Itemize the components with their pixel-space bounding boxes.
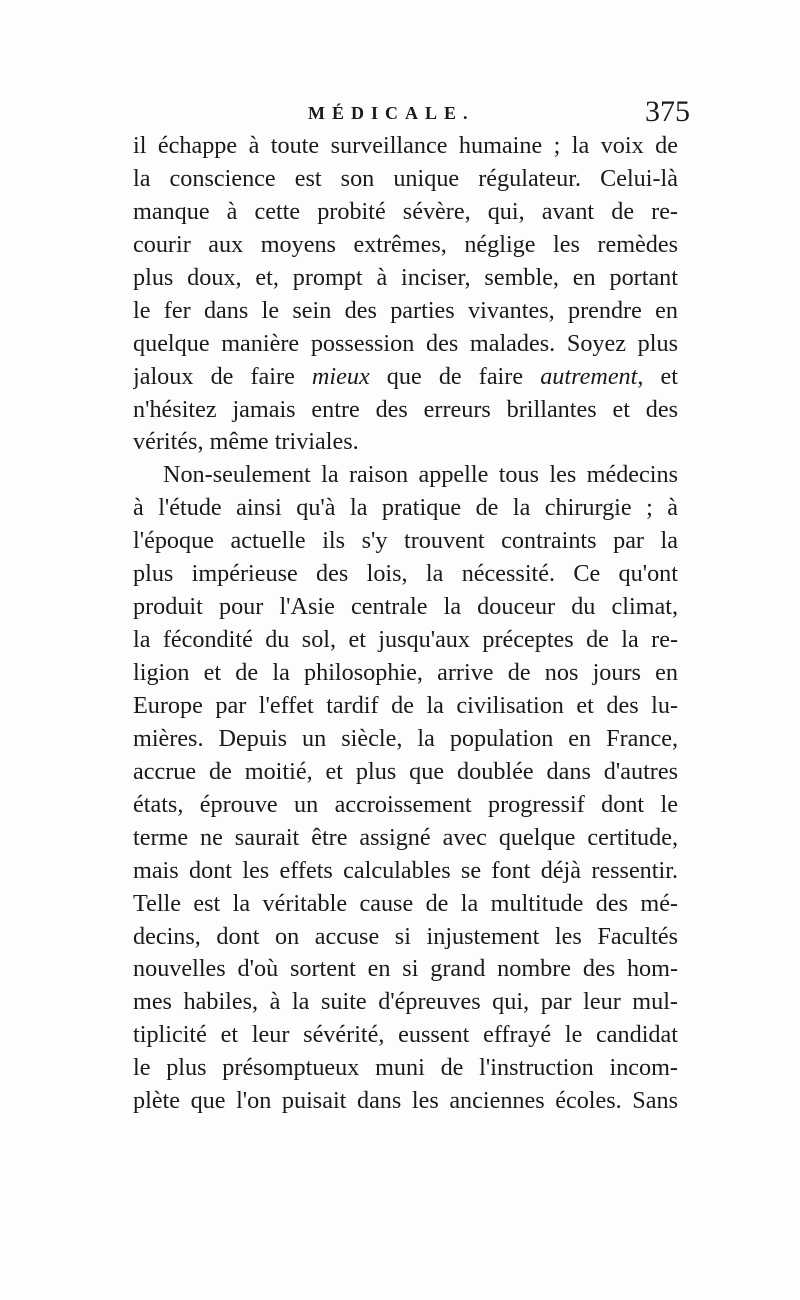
text-line: courir aux moyens extrêmes, néglige les remèdes (133, 230, 678, 258)
text-line: le plus présomptueux muni de l'instruction incom- (133, 1054, 678, 1082)
italic-word-mieux: mieux (311, 362, 370, 390)
text-line: ligion et de la philosophie, arrive de nos jours en (133, 659, 678, 686)
text-line: Europe par l'effet tardif de la civilisation et des lu- (133, 691, 678, 719)
text-line: vérités, même triviales. (133, 428, 359, 456)
text-line: accrue de moitié, et plus que doublée dans d'autres (133, 757, 678, 785)
text-line: n'hésitez jamais entre des erreurs brillantes et des (133, 395, 678, 423)
text-line: terme ne saurait être assigné avec quelque certitude, (133, 823, 678, 851)
text-segment: que de faire (369, 362, 541, 390)
text-line: la conscience est son unique régulateur. Celui-là (133, 164, 678, 192)
text-line: il échappe à toute surveillance humaine ; la voix de (133, 132, 678, 159)
text-line: la fécondité du sol, et jusqu'aux préceptes de la re- (133, 626, 678, 654)
text-line: produit pour l'Asie centrale la douceur du climat, (133, 593, 678, 621)
text-line: manque à cette probité sévère, qui, avant de re- (133, 197, 678, 225)
text-line: plète que l'on puisait dans les anciennes écoles. Sans (133, 1087, 678, 1115)
text-line: plus doux, et, prompt à inciser, semble, en portant (133, 263, 678, 291)
text-line: tiplicité et leur sévérité, eussent effrayé le candidat (133, 1021, 678, 1049)
text-line: l'époque actuelle ils s'y trouvent contraints par la (133, 527, 678, 555)
text-segment: jaloux de faire (133, 362, 312, 390)
text-line: decins, dont on accuse si injustement les Facultés (133, 922, 678, 950)
running-title: MÉDICALE. (308, 103, 475, 123)
text-line: le fer dans le sein des parties vivantes, prendre en (133, 296, 678, 324)
text-line: Telle est la véritable cause de la multitude des mé- (133, 889, 678, 917)
text-line: mais dont les effets calculables se font déjà ressentir. (133, 856, 678, 884)
body-text (133, 130, 678, 1118)
text-line: à l'étude ainsi qu'à la pratique de la chirurgie ; à (133, 494, 678, 522)
text-line: nouvelles d'où sortent en si grand nombre des hom- (133, 955, 678, 983)
paragraph-start-line: Non-seulement la raison appelle tous les médecins (163, 461, 678, 489)
text-line: mières. Depuis un siècle, la population en France, (133, 724, 678, 752)
text-line: états, éprouve un accroissement progressif dont le (133, 790, 678, 818)
text-line: mes habiles, à la suite d'épreuves qui, par leur mul- (133, 988, 678, 1016)
running-head (130, 95, 690, 135)
page-number: 375 (645, 95, 690, 128)
italic-word-autrement: autrement (540, 362, 638, 390)
text-line: plus impérieuse des lois, la nécessité. Ce qu'ont (133, 560, 678, 588)
text-segment: , et (637, 362, 678, 390)
text-line: quelque manière possession des malades. Soyez plus (133, 329, 678, 357)
text-line-with-italics (133, 361, 678, 394)
